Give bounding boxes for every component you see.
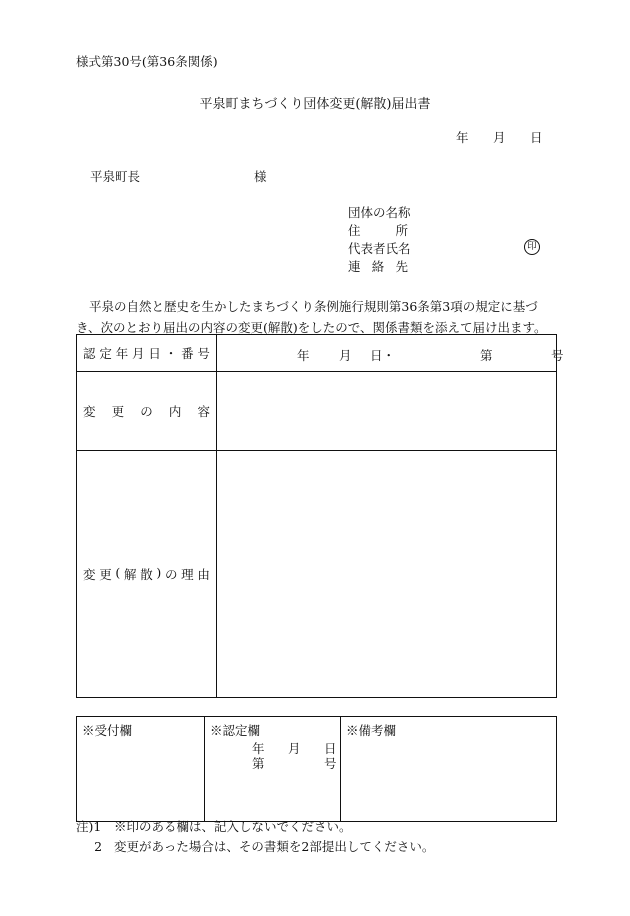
addressee: 平泉町長 <box>90 169 141 184</box>
honorific: 様 <box>254 169 267 184</box>
approval-month: 月 <box>288 741 301 756</box>
reception-label: ※受付欄 <box>82 723 133 738</box>
label-char: 認 <box>83 346 96 361</box>
note-2 <box>76 837 434 855</box>
label-char: 定 <box>99 346 112 361</box>
table-dai: 第 <box>480 348 493 363</box>
label-char: 号 <box>197 346 210 361</box>
note-1 <box>76 817 352 835</box>
table-year: 年 <box>297 348 310 363</box>
change-reason-field[interactable] <box>217 451 557 698</box>
remarks-label: ※備考欄 <box>346 723 397 738</box>
submission-date <box>456 128 543 146</box>
document-title: 平泉町まちづくり団体変更(解散)届出書 <box>199 97 431 112</box>
approval-label: ※認定欄 <box>210 723 261 738</box>
label-char: の <box>164 567 178 582</box>
note-2-text: 変更があった場合は、その書類を2部提出してください。 <box>114 839 435 854</box>
org-name-label: 団体の名称 <box>348 205 411 220</box>
address-label: 住 所 <box>348 223 408 238</box>
label-char: ( <box>115 565 121 580</box>
approval-day: 日 <box>324 741 337 756</box>
representative-label: 代表者氏名 <box>348 241 411 256</box>
change-content-label <box>77 372 217 451</box>
label-char: 散 <box>140 567 153 582</box>
table-month: 月 <box>339 348 352 363</box>
declaration-text: 平泉の自然と歴史を生かしたまちづくり条例施行規則第36条第3項の規定に基づき、次のとおり届出の内容の変更(解散)をしたので、関係書類を添えて届け出ます。 <box>76 299 547 335</box>
label-char: 更 <box>111 404 125 419</box>
year-label: 年 <box>456 130 469 145</box>
label-char: 理 <box>181 567 194 582</box>
contact-label: 連 絡 先 <box>348 259 408 274</box>
approval-dai: 第 <box>252 756 265 771</box>
label-char: 月 <box>132 346 145 361</box>
approval-date-number-field[interactable] <box>217 335 564 372</box>
label-char: 内 <box>168 404 182 419</box>
approval-go: 号 <box>324 756 337 771</box>
note-2-prefix: 2 <box>94 839 103 854</box>
note-1-text: ※印のある欄は、記入しないでください。 <box>114 819 352 834</box>
remarks-cell <box>341 717 557 822</box>
label-char: 日 <box>148 346 161 361</box>
applicant-block <box>348 204 411 276</box>
office-use-table <box>76 716 557 822</box>
label-char: ) <box>156 565 162 580</box>
reception-cell <box>77 717 205 822</box>
approval-cell <box>205 717 341 822</box>
label-char: ・ <box>164 346 178 361</box>
change-details-table <box>76 334 564 698</box>
seal-mark: 印 <box>524 239 540 255</box>
table-go: 号 <box>551 348 564 363</box>
month-label: 月 <box>493 130 506 145</box>
table-day: 日・ <box>370 348 396 363</box>
approval-date-number-label <box>77 335 217 372</box>
label-char: 変 <box>83 404 96 419</box>
change-content-field[interactable] <box>217 372 557 451</box>
day-label: 日 <box>530 130 543 145</box>
label-char: 変 <box>83 567 96 582</box>
label-char: 容 <box>197 404 210 419</box>
note-1-prefix: 注)1 <box>76 819 102 834</box>
change-reason-label <box>77 451 217 698</box>
label-char: の <box>140 404 153 419</box>
label-char: 由 <box>197 567 210 582</box>
label-char: 更 <box>99 567 112 582</box>
approval-year: 年 <box>252 741 265 756</box>
form-number: 様式第30号(第36条関係) <box>76 54 218 69</box>
label-char: 解 <box>123 567 137 582</box>
label-char: 番 <box>181 346 194 361</box>
label-char: 年 <box>115 346 129 361</box>
